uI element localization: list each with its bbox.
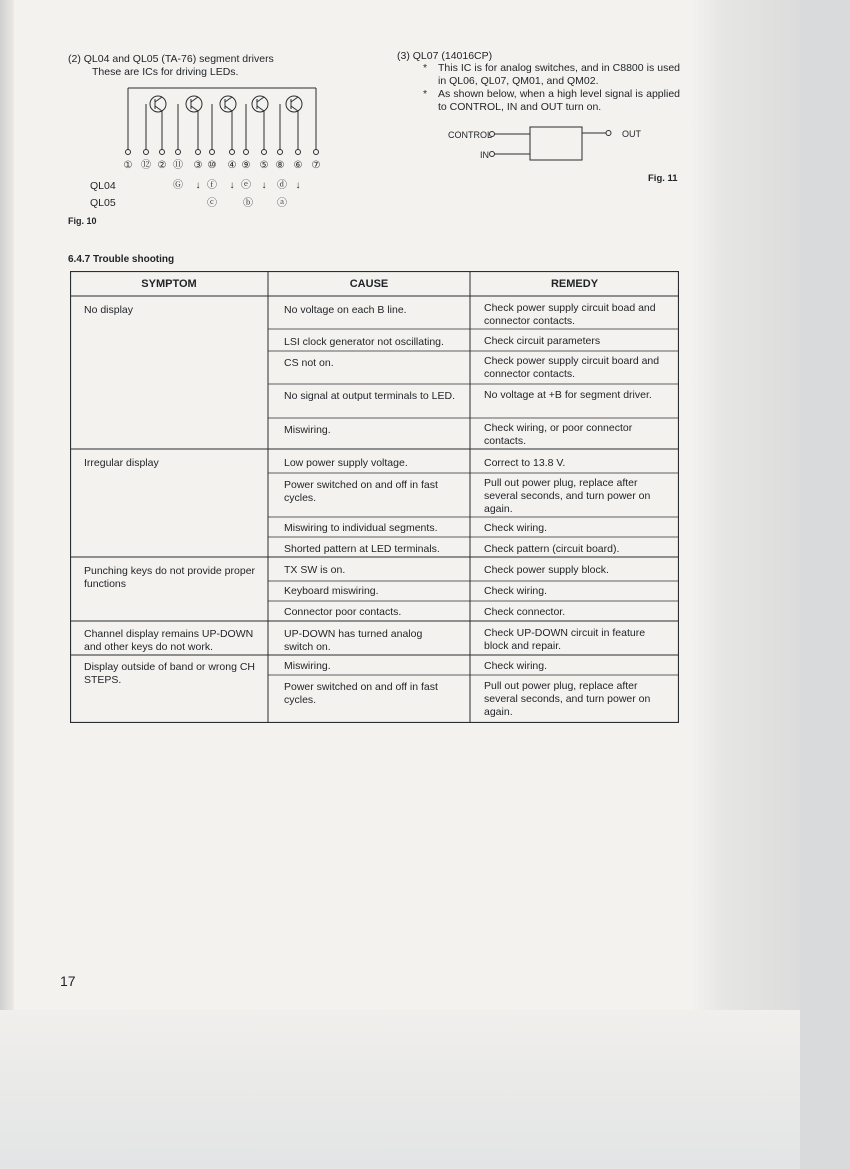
in-label: IN (480, 150, 489, 160)
fig10-caption: Fig. 10 (68, 216, 97, 226)
remedy-cell: Pull out power plug, replace after several seconds, and turn power on again. (484, 477, 651, 515)
symptom-cell: Channel display remains UP-DOWN and other keys do not work. (84, 628, 254, 653)
page-bottom-shadow (0, 1010, 800, 1169)
ql04-label: QL04 (90, 180, 116, 192)
ql05-label: QL05 (90, 197, 116, 209)
symptom-cell: No display (84, 304, 134, 316)
cause-cell: Power switched on and off in fast cycles. (284, 681, 438, 706)
page-right-margin (690, 0, 800, 1169)
remedy-cell: Pull out power plug, replace after several seconds, and turn power on again. (484, 680, 651, 718)
section2-subtitle: These are ICs for driving LEDs. (92, 66, 239, 78)
cause-cell: LSI clock generator not oscillating. (284, 336, 444, 348)
header-cause: CAUSE (349, 278, 389, 290)
remedy-cell: Check wiring. (484, 585, 548, 597)
remedy-cell: Check power supply circuit boad and connector contacts. (484, 302, 656, 327)
fig11-caption: Fig. 11 (648, 173, 678, 184)
pin-number: ⑫ (141, 160, 151, 171)
ql05-mark: ⓐ (277, 198, 287, 209)
cause-cell: TX SW is on. (284, 564, 346, 576)
ql04-mark: ⓔ (241, 180, 251, 191)
ql04-mark: ↓ (229, 180, 235, 191)
pin-number: ② (157, 160, 167, 171)
symptom-cell: Display outside of band or wrong CH STEPS. (84, 661, 256, 686)
section3-title: (3) QL07 (14016CP) (397, 50, 493, 62)
pin-number: ⑩ (207, 160, 217, 171)
pin-number: ① (123, 160, 133, 171)
cause-cell: Low power supply voltage. (284, 457, 408, 469)
ql04-mark: ⓓ (277, 180, 287, 191)
section3-bullet-1: This IC is for analog switches, and in C8800 is used in QL06, QL07, QM01, and QM02. (438, 62, 680, 87)
out-label: OUT (622, 129, 641, 139)
remedy-cell: Check wiring. (484, 522, 548, 534)
header-remedy: REMEDY (550, 278, 599, 290)
cause-cell: Power switched on and off in fast cycles. (284, 479, 438, 504)
page-number: 17 (60, 973, 76, 989)
remedy-cell: Check wiring. (484, 660, 548, 672)
ql04-mark: ⓕ (207, 180, 217, 191)
remedy-cell: Check power supply block. (484, 564, 609, 576)
page-left-edge (0, 0, 14, 1169)
remedy-cell: No voltage at +B for segment driver. (484, 389, 652, 401)
remedy-cell: Check UP-DOWN circuit in feature block and repair. (484, 627, 646, 652)
cause-cell: Keyboard miswiring. (284, 585, 379, 597)
remedy-cell: Check pattern (circuit board). (484, 543, 620, 555)
section3-bullet-2: As shown below, when a high level signal is applied to CONTROL, IN and OUT turn on. (438, 88, 680, 113)
cause-cell: Miswiring. (284, 660, 331, 672)
ql04-mark: ↓ (195, 180, 201, 191)
pin-number: ④ (227, 160, 237, 171)
remedy-cell: Check wiring, or poor connector contacts. (484, 422, 633, 447)
pin-number: ⑨ (241, 160, 251, 171)
cause-cell: CS not on. (284, 357, 334, 369)
pin-number: ⑤ (259, 160, 269, 171)
cause-cell: Connector poor contacts. (284, 606, 402, 618)
control-label: CONTROL (448, 130, 493, 140)
ql05-mark: ⓒ (207, 198, 217, 209)
cause-cell: No signal at output terminals to LED. (284, 390, 456, 402)
cause-cell: Miswiring to individual segments. (284, 522, 438, 534)
cause-cell: No voltage on each B line. (284, 304, 407, 316)
fig10-transistor-diagram (120, 84, 330, 156)
ql04-mark: ↓ (295, 180, 301, 191)
trouble-heading: 6.4.7 Trouble shooting (68, 254, 175, 265)
remedy-cell: Check power supply circuit board and connector contacts. (484, 355, 660, 380)
remedy-cell: Correct to 13.8 V. (484, 457, 566, 469)
cause-cell: Miswiring. (284, 424, 331, 436)
bullet-mark: * (423, 88, 428, 100)
ql04-mark: Ⓖ (173, 180, 183, 191)
symptom-cell: Punching keys do not provide proper functions (84, 565, 256, 590)
trouble-table (70, 271, 679, 723)
remedy-cell: Check circuit parameters (484, 335, 601, 347)
header-symptom: SYMPTOM (141, 278, 197, 290)
bullet-mark: * (423, 62, 428, 74)
section2-title: (2) QL04 and QL05 (TA-76) segment drivers (68, 53, 274, 65)
ql05-mark: ⓑ (243, 198, 253, 209)
cause-cell: Shorted pattern at LED terminals. (284, 543, 440, 555)
pin-number: ⑦ (311, 160, 321, 171)
pin-number: ⑥ (293, 160, 303, 171)
symptom-cell: Irregular display (84, 457, 159, 469)
ql04-mark: ↓ (261, 180, 267, 191)
fig11-switch-diagram (488, 124, 618, 164)
cause-cell: UP-DOWN has turned analog switch on. (284, 628, 423, 653)
pin-number: ⑧ (275, 160, 285, 171)
remedy-cell: Check connector. (484, 606, 566, 618)
pin-number: ⑪ (173, 160, 183, 171)
pin-number: ③ (193, 160, 203, 171)
